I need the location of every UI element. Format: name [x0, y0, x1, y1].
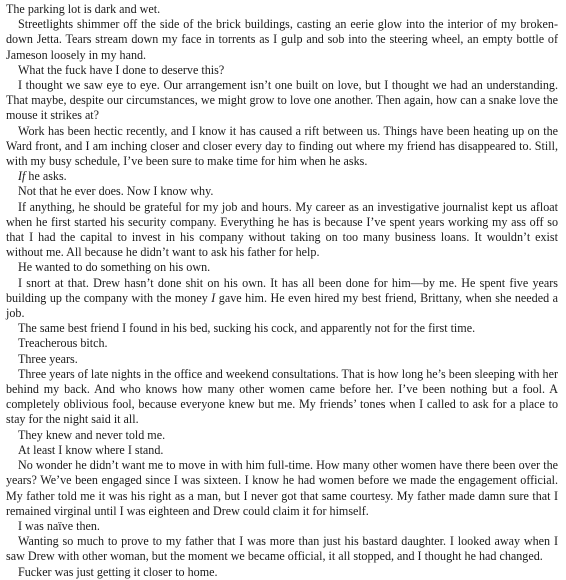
paragraph-p13: [6, 352, 558, 367]
paragraph-text: he asks.: [25, 169, 67, 184]
paragraph-text: The same best friend I found in his bed, sucking his cock, and apparently not for the first time.: [18, 321, 476, 336]
paragraph-text: Three years.: [18, 351, 78, 366]
paragraph-text: I was naïve then.: [18, 518, 100, 533]
paragraph-p19: [6, 534, 558, 564]
paragraph-text: Not that he ever does. Now I know why.: [18, 184, 214, 199]
paragraph-text: What the fuck have I done to deserve this?: [18, 62, 225, 77]
emphasis-text: I: [211, 290, 216, 305]
paragraph-text: If anything, he should be grateful for my job and hours. My career as an investigative journalist kept us afloat when he first started his security company. Everything he has is because I’ve spent years working my ass off so that I had the capital to invest in his company without taking on too many business loans. It wouldn’t exist without me. All because he didn’t want to ask his father for help.: [6, 199, 558, 260]
paragraph-text: Fucker was just getting it closer to home.: [18, 564, 218, 579]
paragraph-text: At least I know where I stand.: [18, 442, 164, 457]
emphasis-text: If: [18, 169, 26, 184]
paragraph-p2: [6, 17, 558, 63]
paragraph-text: I snort at that. Drew hasn’t done shit on his own. It has all been done for him—by me. He spent five years building up the company with the money: [6, 275, 558, 305]
paragraph-text: He wanted to do something on his own.: [18, 260, 211, 275]
paragraph-p9: [6, 260, 558, 275]
paragraph-p17: [6, 458, 558, 519]
paragraph-p4: [6, 78, 558, 124]
paragraph-p20: [6, 565, 558, 580]
paragraph-text: No wonder he didn’t want me to move in with him full-time. How many other women have there been over the years? We’ve been engaged since I was sixteen. I know he had women before we made the engagement official. My father told me it was his right as a man, but I never got that same courtesy. My father made damn sure that I remained virginal until I was eighteen and Drew could claim it for himself.: [6, 458, 558, 518]
paragraph-text: Three years of late nights in the office and weekend consultations. That is how long he’s been sleeping with her behind my back. And who knows how many other women came before her. I’ve been nothing but a fool. A completely oblivious fool, because everyone knew but me. My friends’ tones when I called to ask for a place to stay for the night said it all.: [6, 366, 558, 427]
paragraph-p15: [6, 428, 558, 443]
paragraph-p12: [6, 336, 558, 351]
paragraph-p6: [6, 169, 558, 184]
paragraph-text: Treacherous bitch.: [18, 336, 108, 351]
paragraph-text: Wanting so much to prove to my father that I was more than just his bastard daughter. I looked away when I saw Drew with other woman, but the moment we became official, it all stopped, and I thought he had changed.: [6, 534, 558, 564]
paragraph-p10: [6, 276, 558, 322]
paragraph-p16: [6, 443, 558, 458]
paragraph-p11: [6, 321, 558, 336]
paragraph-text: The parking lot is dark and wet.: [6, 2, 161, 16]
paragraph-p7: [6, 184, 558, 199]
paragraph-p1: [6, 2, 558, 17]
paragraph-text: Streetlights shimmer off the side of the brick buildings, casting an eerie glow into the interior of my broken-down Jetta. Tears stream down my face in torrents as I gulp and sob into the steering wheel, an empty bottle of Jameson loosely in my hand.: [6, 17, 558, 62]
paragraph-text: gave him. He even hired my best friend, Brittany, when she needed a job.: [6, 290, 558, 321]
paragraph-text: They knew and never told me.: [18, 427, 166, 442]
paragraph-p8: [6, 200, 558, 261]
paragraph-text: Work has been hectic recently, and I know it has caused a rift between us. Things have been heating up on the Ward front, and I am inching closer and closer every day to finding out where my friend has disappeared to. Still, with my busy schedule, I’ve been sure to make time for him when he asks.: [6, 123, 558, 169]
paragraph-p14: [6, 367, 558, 428]
paragraph-text: I thought we saw eye to eye. Our arrangement isn’t one built on love, but I thought we had an understanding. That maybe, despite our circumstances, we might grow to love one another. Then again, how can a snake love the mouse it strikes at?: [6, 78, 558, 123]
paragraph-p5: [6, 124, 558, 170]
paragraph-p3: [6, 63, 558, 78]
